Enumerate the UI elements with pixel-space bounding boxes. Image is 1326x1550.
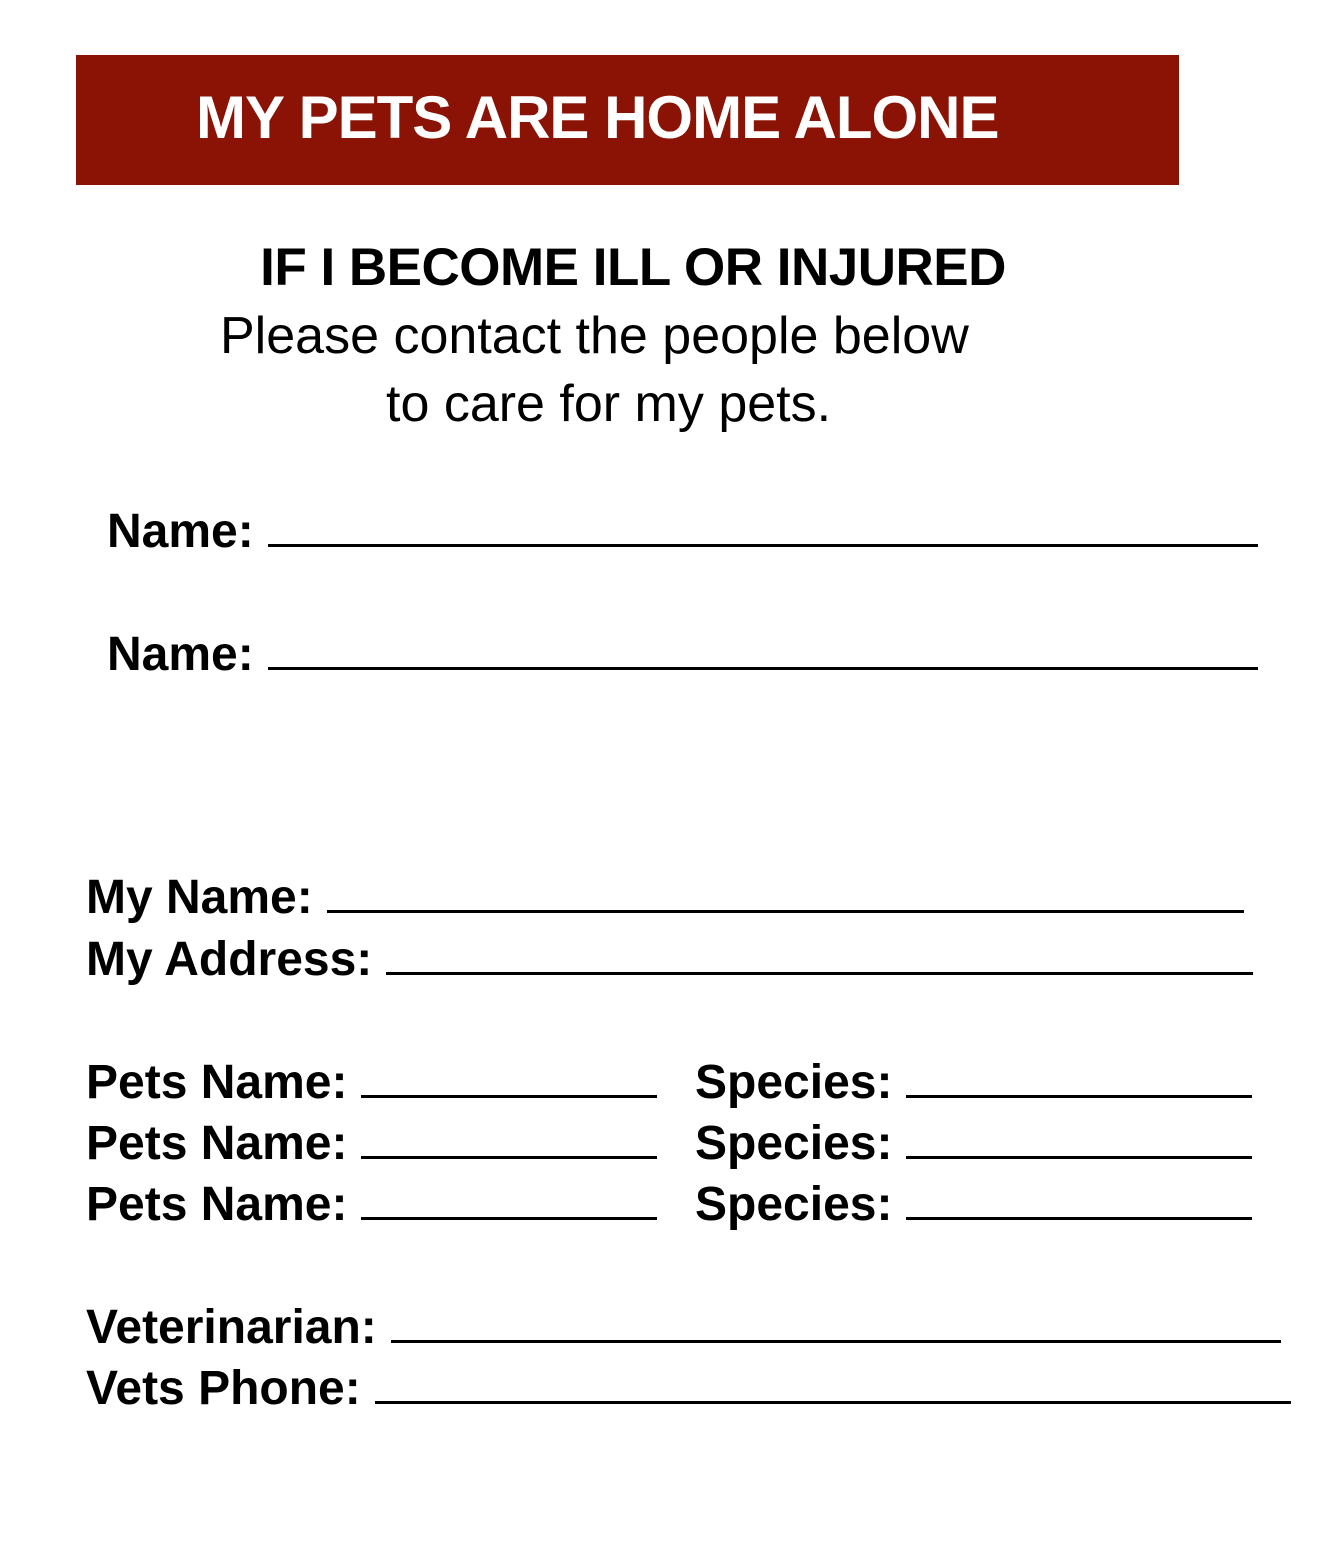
pet-name-blank[interactable] — [361, 1217, 657, 1220]
pet-name-field — [86, 1055, 657, 1110]
veterinarian-blank[interactable] — [391, 1340, 1281, 1343]
my-address-blank[interactable] — [386, 972, 1253, 975]
contact-name-blank[interactable] — [268, 544, 1258, 547]
pet-name-label: Pets Name: — [86, 1117, 348, 1170]
pet-name-field — [86, 1116, 657, 1171]
species-field — [695, 1177, 1252, 1232]
contact-name-field-1 — [107, 504, 1258, 559]
species-field — [695, 1055, 1252, 1110]
contact-name-label: Name: — [107, 505, 254, 558]
section-heading: IF I BECOME ILL OR INJURED — [260, 238, 1006, 297]
species-label: Species: — [695, 1056, 893, 1109]
species-label: Species: — [695, 1117, 893, 1170]
species-field — [695, 1116, 1252, 1171]
contact-name-blank[interactable] — [268, 667, 1258, 670]
title-banner — [76, 55, 1179, 185]
pet-name-label: Pets Name: — [86, 1056, 348, 1109]
banner-title: MY PETS ARE HOME ALONE — [196, 84, 999, 151]
pet-name-label: Pets Name: — [86, 1178, 348, 1231]
vets-phone-blank[interactable] — [375, 1401, 1291, 1404]
pet-name-field — [86, 1177, 657, 1232]
vets-phone-label: Vets Phone: — [86, 1362, 361, 1415]
contact-name-field-2 — [107, 627, 1258, 682]
species-blank[interactable] — [906, 1095, 1252, 1098]
species-blank[interactable] — [906, 1156, 1252, 1159]
my-address-field — [86, 932, 1253, 987]
intro-line-1: Please contact the people below — [220, 307, 969, 365]
species-label: Species: — [695, 1178, 893, 1231]
my-name-blank[interactable] — [327, 910, 1244, 913]
pet-name-blank[interactable] — [361, 1095, 657, 1098]
my-address-label: My Address: — [86, 933, 373, 986]
my-name-label: My Name: — [86, 871, 313, 924]
intro-line-2: to care for my pets. — [386, 375, 832, 433]
veterinarian-field — [86, 1300, 1281, 1355]
pet-name-blank[interactable] — [361, 1156, 657, 1159]
contact-name-label: Name: — [107, 628, 254, 681]
vets-phone-field — [86, 1361, 1291, 1416]
my-name-field — [86, 870, 1244, 925]
veterinarian-label: Veterinarian: — [86, 1301, 377, 1354]
species-blank[interactable] — [906, 1217, 1252, 1220]
